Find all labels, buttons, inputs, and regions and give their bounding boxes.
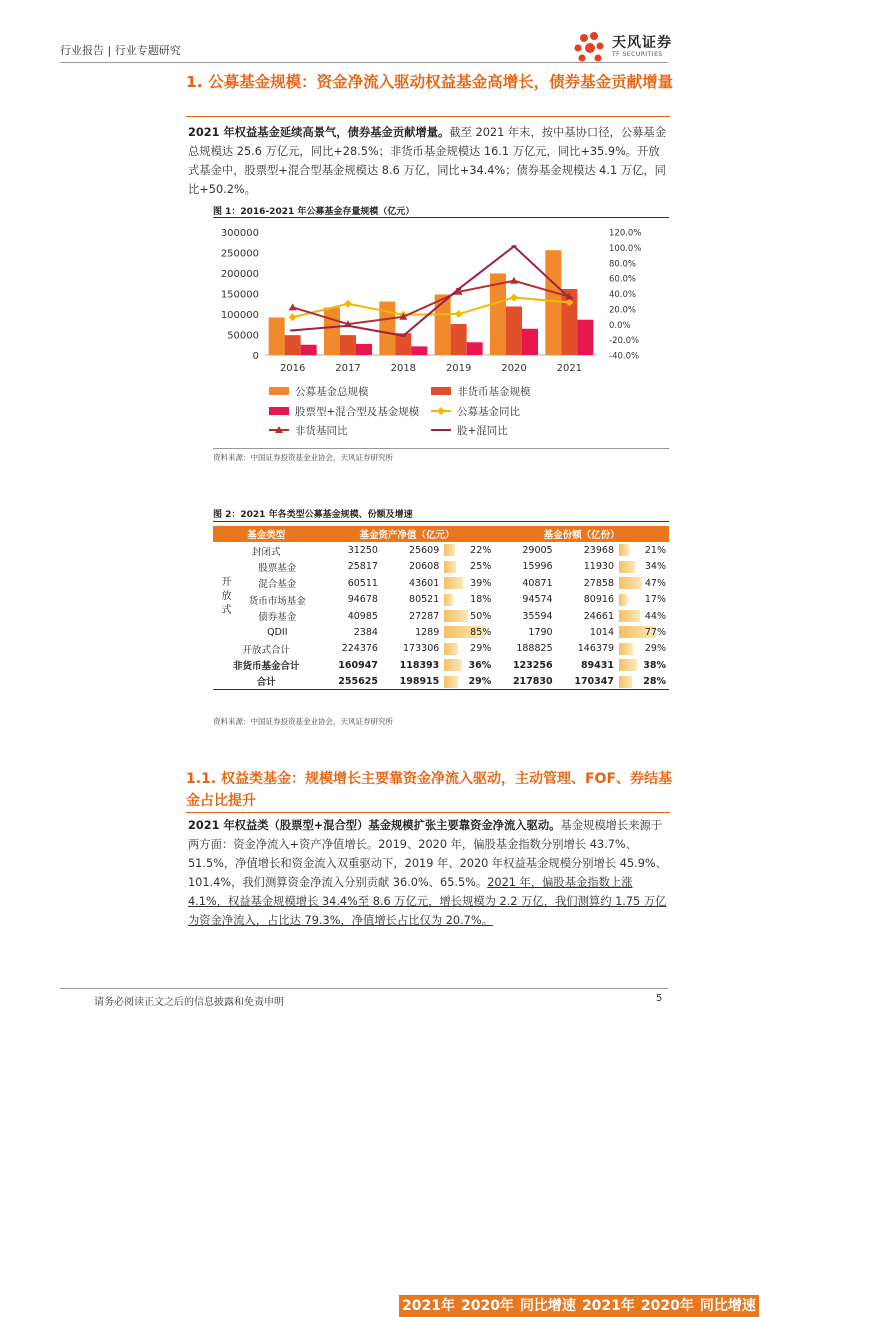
table-row bbox=[213, 608, 669, 624]
cell-value: 20608 bbox=[381, 559, 442, 575]
table-row bbox=[213, 624, 669, 640]
table-row bbox=[213, 674, 669, 690]
cell-value: 29005 bbox=[494, 542, 555, 558]
legend-label: 公募基金总规模 bbox=[295, 385, 369, 398]
cell-value: 146379 bbox=[556, 641, 617, 657]
bar bbox=[411, 346, 427, 355]
figure1-source: 资料来源：中国证券投资基金业协会，天风证券研究所 bbox=[213, 452, 393, 463]
col-header: 2020年 bbox=[638, 1295, 697, 1317]
data-point bbox=[456, 288, 461, 290]
figure1-bottom-rule bbox=[213, 448, 669, 449]
subsection-title: 1.1. 权益类基金：规模增长主要靠资金净流入驱动，主动管理、FOF、券结基金占比提升 bbox=[186, 768, 676, 812]
logo-subtitle: TF SECURITIES bbox=[612, 51, 663, 58]
figure2-title: 图 2：2021 年各类型公募基金规模、份额及增速 bbox=[213, 507, 413, 520]
paragraph-underlined: 2021 年，偏股基金指数上涨 4.1%，权益基金规模增长 34.4%至 8.6 万亿元，增长规模为 2.2 万亿，我们测算约 1.75 万亿为资金净流入，占比达 79.3%，净值增长占比仅为 20.7%。 bbox=[188, 876, 666, 927]
y2-tick-label: -40.0% bbox=[609, 352, 639, 362]
growth-bar: 28% bbox=[617, 674, 669, 690]
subsection-title-underline bbox=[186, 812, 670, 813]
col-header: 2021年 bbox=[579, 1295, 638, 1317]
growth-bar: 36% bbox=[442, 657, 494, 673]
cell-value: 80916 bbox=[556, 592, 617, 608]
cell-value: 1790 bbox=[494, 624, 555, 640]
cell-value: 40871 bbox=[494, 575, 555, 591]
col-group-nav: 基金资产净值（亿元） bbox=[320, 526, 495, 542]
paragraph-lead: 2021 年权益类（股票型+混合型）基金规模扩张主要靠资金净流入驱动。 bbox=[188, 819, 560, 832]
growth-bar: 85% bbox=[442, 624, 494, 640]
growth-bar: 22% bbox=[442, 542, 494, 558]
x-tick-label: 2020 bbox=[501, 363, 526, 374]
subsection-paragraph bbox=[188, 816, 670, 930]
bar bbox=[451, 324, 467, 355]
cell-value: 123256 bbox=[494, 657, 555, 673]
bar bbox=[577, 320, 593, 355]
figure1-title: 图 1：2016-2021 年公募基金存量规模（亿元） bbox=[213, 204, 414, 217]
col-fund-type: 基金类型 bbox=[213, 526, 320, 542]
figure2-top-rule bbox=[213, 521, 669, 522]
y-tick-label: 50000 bbox=[227, 331, 259, 342]
row-name: 混合基金 bbox=[235, 575, 320, 591]
legend-marker bbox=[437, 407, 445, 415]
row-name: 债券基金 bbox=[235, 608, 320, 624]
col-group-shares: 基金份额（亿份） bbox=[494, 526, 669, 542]
y2-tick-label: 80.0% bbox=[609, 259, 636, 269]
figure2-table bbox=[213, 526, 669, 690]
growth-bar: 18% bbox=[442, 592, 494, 608]
y-tick-label: 250000 bbox=[221, 249, 259, 260]
row-name: 封闭式 bbox=[213, 542, 320, 558]
bar bbox=[269, 317, 285, 355]
table-row bbox=[213, 592, 669, 608]
growth-bar: 44% bbox=[617, 608, 669, 624]
col-header: 2020年 bbox=[458, 1295, 517, 1317]
growth-bar: 29% bbox=[442, 641, 494, 657]
cell-value: 35594 bbox=[494, 608, 555, 624]
cell-value: 11930 bbox=[556, 559, 617, 575]
legend-swatch bbox=[269, 407, 289, 415]
paragraph-body: 截至 2021 年末，按中基协口径，公募基金总规模达 25.6 万亿元，同比+28.5%；非货币基金规模达 16.1 万亿元，同比+35.9%。开放式基金中，股票型+混合型基金规模达 8.6 万亿，同比+34.4%；债券基金规模达 4.1 万亿，同比+50.2%。 bbox=[188, 126, 666, 196]
col-header: 同比增速 bbox=[517, 1295, 579, 1317]
bar bbox=[285, 335, 301, 355]
legend-swatch bbox=[431, 387, 451, 395]
cell-value: 89431 bbox=[556, 657, 617, 673]
cell-value: 31250 bbox=[320, 542, 381, 558]
cell-value: 94678 bbox=[320, 592, 381, 608]
report-category: 行业报告 | 行业专题研究 bbox=[60, 42, 181, 58]
growth-bar: 39% bbox=[442, 575, 494, 591]
cell-value: 27287 bbox=[381, 608, 442, 624]
bar bbox=[356, 344, 372, 355]
bar bbox=[324, 307, 340, 355]
table-row bbox=[213, 657, 669, 673]
growth-bar: 17% bbox=[617, 592, 669, 608]
cell-value: 118393 bbox=[381, 657, 442, 673]
cell-value: 15996 bbox=[494, 559, 555, 575]
data-point bbox=[512, 245, 517, 247]
section-title-underline bbox=[186, 116, 670, 117]
page-number: 5 bbox=[656, 993, 662, 1004]
figure2-source: 资料来源：中国证券投资基金业协会，天风证券研究所 bbox=[213, 716, 393, 727]
cell-value: 170347 bbox=[556, 674, 617, 690]
cell-value: 224376 bbox=[320, 641, 381, 657]
table-row bbox=[213, 542, 669, 558]
row-name: 货币市场基金 bbox=[235, 592, 320, 608]
footer-divider bbox=[60, 988, 668, 989]
y-tick-label: 100000 bbox=[221, 310, 259, 321]
cell-value: 173306 bbox=[381, 641, 442, 657]
figure1-chart bbox=[213, 222, 669, 442]
paragraph-body: 基金规模增长来源于两方面：资金净流入+资产净值增长。2019、2020 年，偏股基金指数分别增长 43.7%、51.5%，净值增长和资金流入双重驱动下，2019 年、2020 年权益基金规模分别增长 45.9%、101.4%，我们测算资金净流入分别贡献 36.0%、65.5%。 bbox=[188, 819, 667, 889]
row-name: 合计 bbox=[213, 674, 320, 690]
cell-value: 27858 bbox=[556, 575, 617, 591]
y-tick-label: 150000 bbox=[221, 290, 259, 301]
x-tick-label: 2017 bbox=[335, 363, 360, 374]
side-label: 开放式 bbox=[213, 559, 235, 641]
y2-tick-label: 20.0% bbox=[609, 305, 636, 315]
y2-tick-label: 120.0% bbox=[609, 229, 641, 239]
x-tick-label: 2016 bbox=[280, 363, 305, 374]
bar bbox=[467, 342, 483, 355]
cell-value: 40985 bbox=[320, 608, 381, 624]
bar bbox=[340, 335, 356, 355]
cell-value: 80521 bbox=[381, 592, 442, 608]
cell-value: 25817 bbox=[320, 559, 381, 575]
data-point bbox=[510, 277, 518, 284]
cell-value: 60511 bbox=[320, 575, 381, 591]
figure1-top-rule bbox=[213, 217, 669, 218]
legend-label: 公募基金同比 bbox=[457, 405, 520, 418]
growth-bar: 50% bbox=[442, 608, 494, 624]
growth-bar: 47% bbox=[617, 575, 669, 591]
legend-swatch bbox=[269, 387, 289, 395]
y2-tick-label: 60.0% bbox=[609, 275, 636, 285]
bar bbox=[545, 250, 561, 355]
cell-value: 25609 bbox=[381, 542, 442, 558]
data-point bbox=[401, 335, 406, 337]
growth-bar: 29% bbox=[442, 674, 494, 690]
legend-label: 股+混同比 bbox=[457, 424, 508, 437]
growth-bar: 21% bbox=[617, 542, 669, 558]
row-name: 股票基金 bbox=[235, 559, 320, 575]
table-row bbox=[213, 641, 669, 657]
cell-value: 24661 bbox=[556, 608, 617, 624]
paragraph-lead: 2021 年权益基金延续高景气，债券基金贡献增量。 bbox=[188, 126, 449, 139]
cell-value: 94574 bbox=[494, 592, 555, 608]
data-point bbox=[567, 297, 572, 299]
bar bbox=[506, 306, 522, 355]
data-point bbox=[346, 325, 351, 327]
legend-label: 非货基同比 bbox=[295, 424, 348, 437]
y-tick-label: 200000 bbox=[221, 269, 259, 280]
bar bbox=[301, 345, 317, 355]
data-point bbox=[510, 294, 518, 302]
x-tick-label: 2021 bbox=[557, 363, 582, 374]
section-paragraph bbox=[188, 123, 670, 199]
disclaimer-link[interactable]: 请务必阅读正文之后的信息披露和免责申明 bbox=[94, 993, 284, 1008]
col-header: 同比增速 bbox=[697, 1295, 759, 1317]
x-tick-label: 2018 bbox=[391, 363, 416, 374]
data-point bbox=[455, 310, 463, 318]
logo-name: 天风证券 bbox=[612, 32, 672, 52]
col-header: 2021年 bbox=[399, 1295, 458, 1317]
y-tick-label: 0 bbox=[253, 351, 259, 362]
data-point bbox=[289, 303, 297, 310]
growth-bar: 77% bbox=[617, 624, 669, 640]
growth-bar: 38% bbox=[617, 657, 669, 673]
bar bbox=[522, 329, 538, 355]
y-tick-label: 300000 bbox=[221, 228, 259, 239]
data-point bbox=[290, 329, 295, 331]
cell-value: 1014 bbox=[556, 624, 617, 640]
cell-value: 23968 bbox=[556, 542, 617, 558]
x-tick-label: 2019 bbox=[446, 363, 471, 374]
cell-value: 188825 bbox=[494, 641, 555, 657]
section-title: 1. 公募基金规模：资金净流入驱动权益基金高增长，债券基金贡献增量 bbox=[186, 71, 676, 93]
y2-tick-label: -20.0% bbox=[609, 336, 639, 346]
y2-tick-label: 40.0% bbox=[609, 290, 636, 300]
table-row bbox=[213, 559, 669, 575]
table-row bbox=[213, 575, 669, 591]
cell-value: 198915 bbox=[381, 674, 442, 690]
growth-bar: 29% bbox=[617, 641, 669, 657]
cell-value: 1289 bbox=[381, 624, 442, 640]
data-point bbox=[344, 300, 352, 308]
y2-tick-label: 0.0% bbox=[609, 321, 631, 331]
row-name: 非货币基金合计 bbox=[213, 657, 320, 673]
cell-value: 217830 bbox=[494, 674, 555, 690]
row-name: 开放式合计 bbox=[213, 641, 320, 657]
data-point bbox=[289, 313, 297, 321]
cell-value: 160947 bbox=[320, 657, 381, 673]
legend-label: 非货币基金规模 bbox=[457, 385, 531, 398]
y2-tick-label: 100.0% bbox=[609, 244, 641, 254]
legend-label: 股票型+混合型及基金规模 bbox=[295, 405, 420, 418]
growth-bar: 25% bbox=[442, 559, 494, 575]
row-name: QDII bbox=[235, 624, 320, 640]
cell-value: 255625 bbox=[320, 674, 381, 690]
cell-value: 2384 bbox=[320, 624, 381, 640]
cell-value: 43601 bbox=[381, 575, 442, 591]
growth-bar: 34% bbox=[617, 559, 669, 575]
